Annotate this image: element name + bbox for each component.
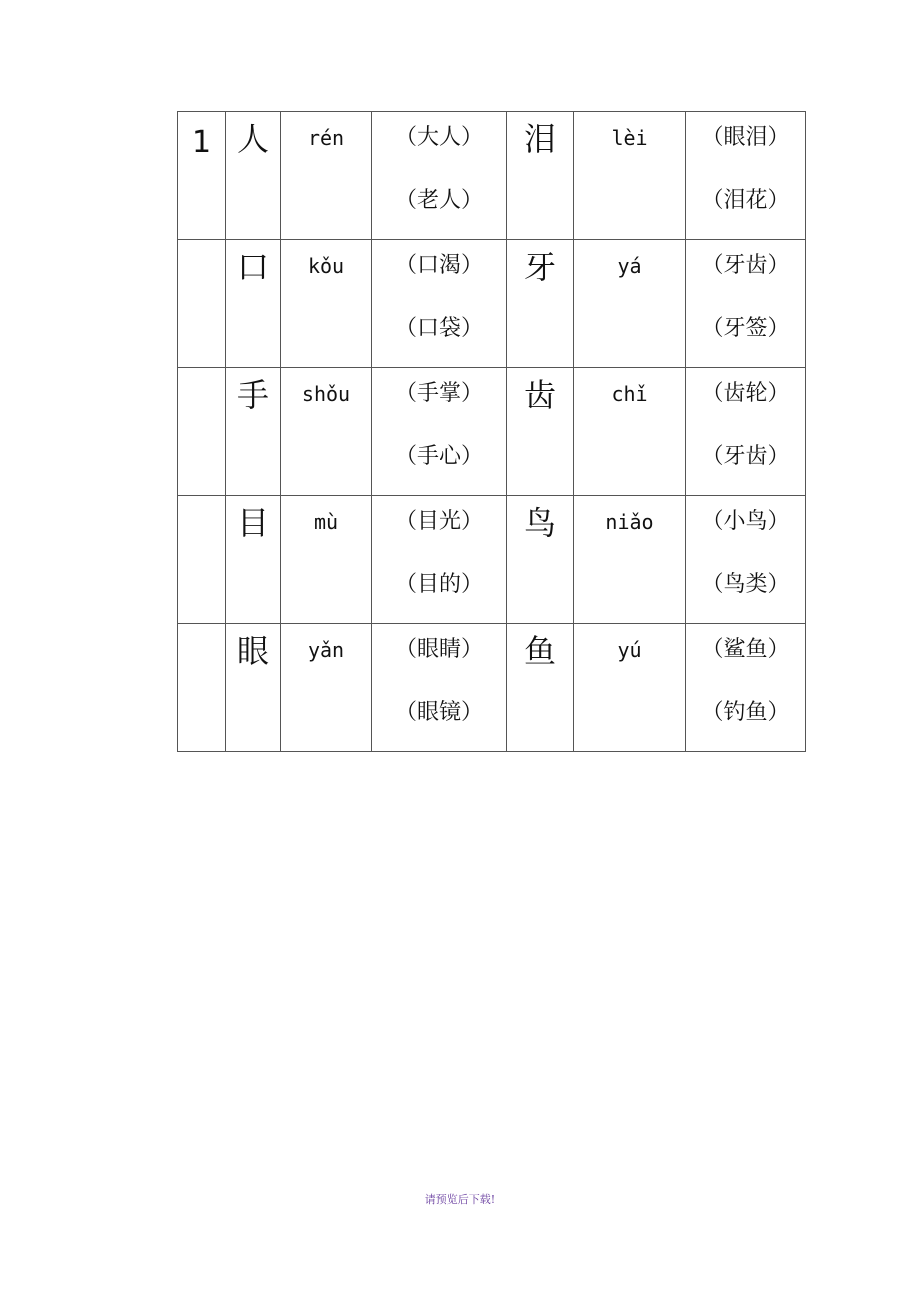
words-cell [372,240,507,368]
pinyin-cell [574,112,686,240]
table-row [178,240,806,368]
words-cell [686,624,806,752]
example-word: （手掌） [394,381,483,406]
example-word: （目的） [394,572,483,597]
vocabulary-table [177,111,806,752]
pinyin: niǎo [605,510,654,534]
pinyin: yá [617,254,642,278]
pinyin-cell [574,240,686,368]
character: 口 [236,248,269,286]
example-word: （大人） [394,125,483,150]
character-cell [507,496,574,624]
pinyin-cell [574,368,686,496]
character: 目 [236,504,269,542]
words-cell [372,624,507,752]
example-word: （钓鱼） [701,700,790,725]
words-cell [372,496,507,624]
character-cell [226,496,281,624]
character-cell [226,112,281,240]
pinyin: chǐ [611,382,648,406]
character: 泪 [523,120,556,158]
character-cell [226,368,281,496]
character: 人 [236,120,269,158]
example-word: （小鸟） [701,509,790,534]
pinyin: yǎn [307,638,345,662]
character: 齿 [523,376,556,414]
example-word: （目光） [394,509,483,534]
character-cell [507,240,574,368]
table-row [178,496,806,624]
character: 鱼 [523,632,556,670]
pinyin: shǒu [301,382,351,406]
character: 眼 [236,632,269,670]
pinyin-cell [574,496,686,624]
words-cell [372,368,507,496]
pinyin: mù [313,510,339,534]
words-cell [686,112,806,240]
words-cell [686,496,806,624]
pinyin: lèi [611,126,648,150]
number-cell [178,496,226,624]
number-cell [178,112,226,240]
pinyin-cell [281,368,372,496]
words-cell [372,112,507,240]
character: 牙 [523,248,556,286]
table-row [178,368,806,496]
section-number: 1 [191,125,212,160]
pinyin-cell [281,112,372,240]
download-notice: 请预览后下载! [424,1193,496,1206]
example-word: （老人） [394,188,483,213]
example-word: （牙签） [701,316,790,341]
pinyin: kǒu [307,254,345,278]
example-word: （泪花） [701,188,790,213]
example-word: （眼睛） [394,637,483,662]
example-word: （口渴） [394,253,483,278]
example-word: （手心） [394,444,483,469]
character-cell [226,240,281,368]
example-word: （眼泪） [701,125,790,150]
pinyin-cell [281,496,372,624]
words-cell [686,368,806,496]
table-row [178,112,806,240]
character-cell [507,112,574,240]
character: 手 [236,376,269,414]
example-word: （眼镜） [394,700,483,725]
pinyin-cell [281,240,372,368]
example-word: （牙齿） [701,253,790,278]
number-cell [178,624,226,752]
pinyin-cell [281,624,372,752]
character-cell [507,368,574,496]
table-row [178,624,806,752]
example-word: （口袋） [394,316,483,341]
number-cell [178,240,226,368]
example-word: （鸟类） [701,572,790,597]
example-word: （鲨鱼） [701,637,790,662]
character: 鸟 [523,504,556,542]
words-cell [686,240,806,368]
pinyin: rén [307,126,345,150]
character-cell [226,624,281,752]
character-cell [507,624,574,752]
example-word: （齿轮） [701,381,790,406]
example-word: （牙齿） [701,444,790,469]
pinyin-cell [574,624,686,752]
number-cell [178,368,226,496]
pinyin: yú [617,638,642,662]
